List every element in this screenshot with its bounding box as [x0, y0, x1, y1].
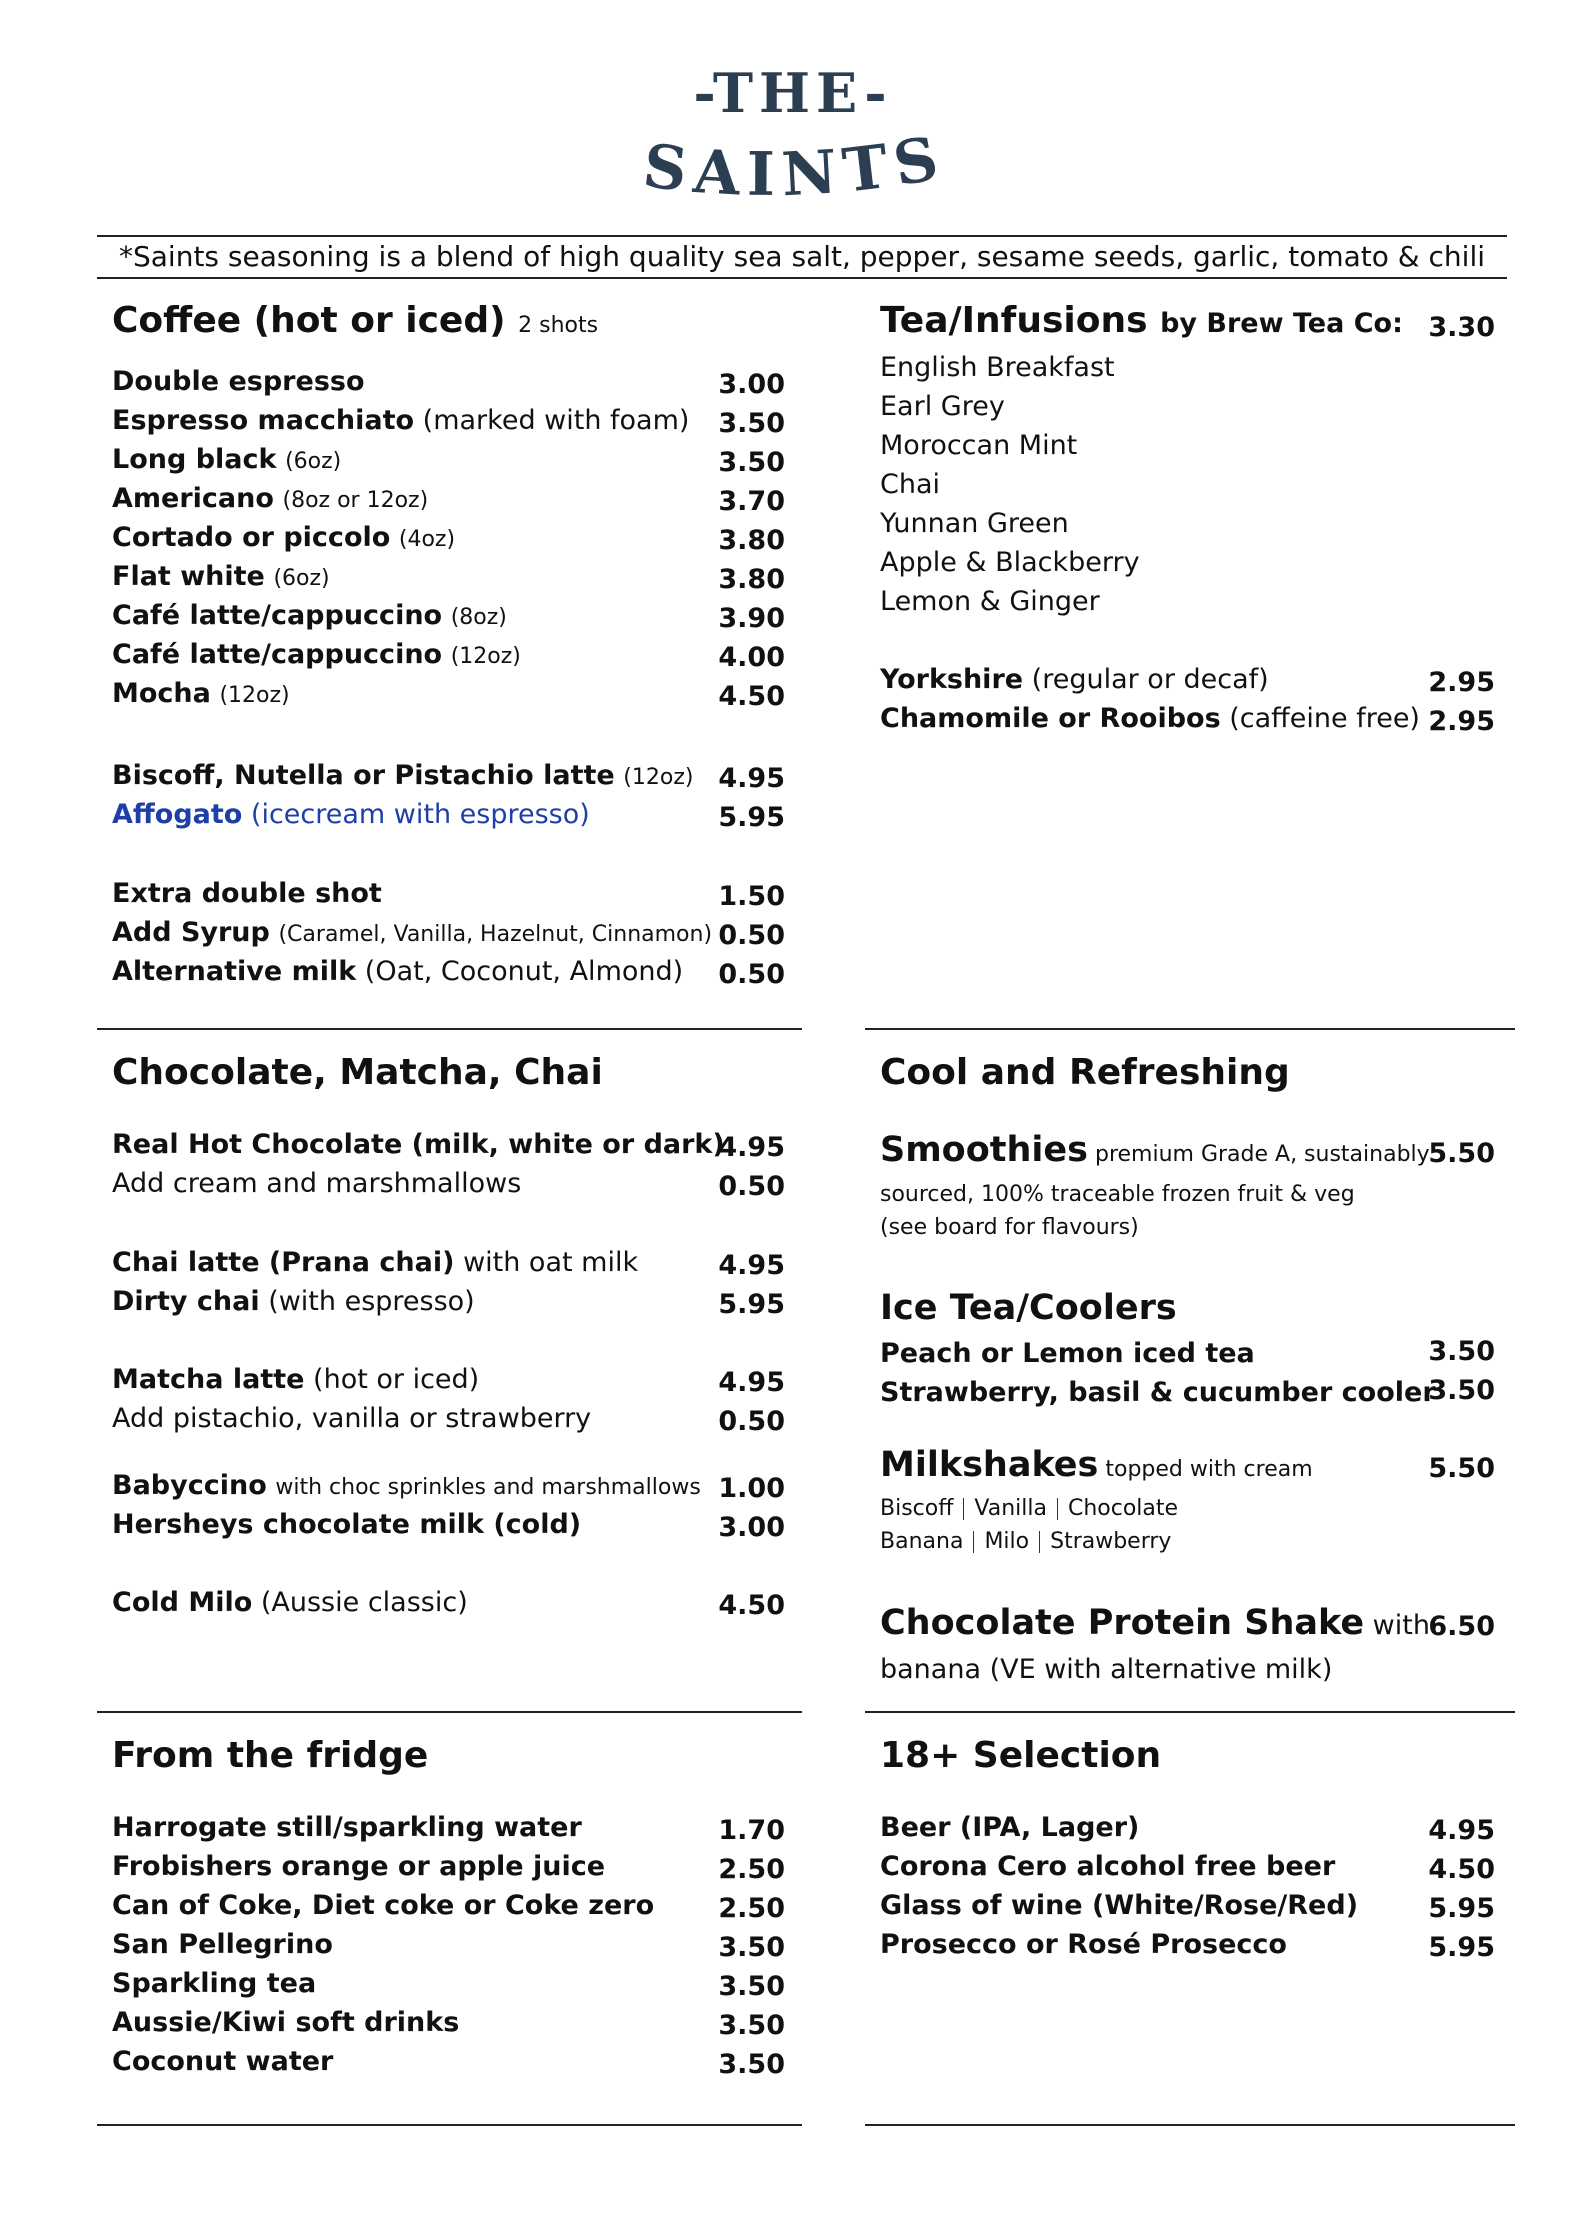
- smoothies-heading: Smoothies premium Grade A, sustainably: [880, 1130, 1430, 1170]
- adult-item: [880, 1888, 1358, 1924]
- smoothies-desc-2: sourced, 100% traceable frozen fruit & veg: [880, 1182, 1355, 1207]
- item-note: (Aussie classic): [260, 1587, 468, 1618]
- milkshakes-heading: Milkshakes topped with cream: [880, 1445, 1313, 1485]
- item-price: 2.95: [1428, 667, 1495, 698]
- rule-left-2: [97, 1711, 802, 1713]
- item-price: 3.90: [718, 603, 785, 634]
- smoothies-desc-3: (see board for flavours): [880, 1215, 1139, 1240]
- item-price: 0.50: [718, 1171, 785, 1202]
- milkshakes-flavours-row-1: Biscoff Vanilla Chocolate: [880, 1496, 1179, 1521]
- item-name: Café latte/cappuccino: [112, 600, 443, 631]
- milkshakes-price: 5.50: [1428, 1453, 1495, 1484]
- item-name: Beer (IPA, Lager): [880, 1812, 1140, 1843]
- coffee-item: [112, 637, 521, 675]
- item-price: 3.50: [718, 447, 785, 478]
- coffee-item: [112, 442, 341, 480]
- item-price: 4.00: [718, 642, 785, 673]
- icetea-item-1: Peach or Lemon iced tea: [880, 1338, 1255, 1369]
- rule-right-3: [865, 2124, 1515, 2126]
- item-price: 5.95: [1428, 1893, 1495, 1924]
- coffee-subtitle: 2 shots: [518, 313, 599, 338]
- fridge-item: [112, 2044, 333, 2080]
- item-note: (regular or decaf): [1031, 664, 1269, 695]
- tea-price: 3.30: [1428, 312, 1495, 343]
- item-name: Chamomile or Rooibos: [880, 703, 1221, 734]
- item-note: (hot or iced): [313, 1364, 480, 1395]
- tea-item: [880, 662, 1269, 698]
- cool-heading: Cool and Refreshing: [880, 1052, 1290, 1093]
- item-name: Long black: [112, 444, 277, 475]
- item-price: 3.50: [718, 1971, 785, 2002]
- item-price: 0.50: [718, 920, 785, 951]
- item-note: (Oat, Coconut, Almond): [364, 956, 684, 987]
- tea-flavour: Earl Grey: [880, 391, 1005, 422]
- item-price: 3.00: [718, 369, 785, 400]
- item-price: 1.70: [718, 1815, 785, 1846]
- item-price: 0.50: [718, 1406, 785, 1437]
- item-price: 4.95: [718, 1250, 785, 1281]
- tea-flavour: Moroccan Mint: [880, 430, 1078, 461]
- item-price: 2.50: [718, 1893, 785, 1924]
- item-price: 3.80: [718, 525, 785, 556]
- brand-logo: [0, 60, 1587, 200]
- item-name: Espresso macchiato: [112, 405, 415, 436]
- chocolate-item: [112, 1127, 725, 1163]
- rule-left-1: [97, 1028, 802, 1030]
- fridge-item: [112, 2005, 459, 2041]
- chocolate-item: [112, 1362, 479, 1398]
- item-price: 4.50: [718, 681, 785, 712]
- item-note: (with espresso): [268, 1286, 475, 1317]
- item-name: Glass of wine (White/Rose/Red): [880, 1890, 1359, 1921]
- icetea-item-2: Strawberry, basil & cucumber cooler: [880, 1377, 1436, 1408]
- item-price: 3.50: [718, 408, 785, 439]
- item-name: Chai latte (Prana chai): [112, 1247, 455, 1278]
- top-rule-2: [97, 277, 1507, 279]
- item-name: Harrogate still/sparkling water: [112, 1812, 582, 1843]
- item-name: San Pellegrino: [112, 1929, 333, 1960]
- protein-price: 6.50: [1428, 1611, 1495, 1642]
- smoothies-desc: premium Grade A, sustainably: [1094, 1142, 1430, 1167]
- logo-the: -THE-: [693, 61, 893, 125]
- item-price: 4.95: [718, 1132, 785, 1163]
- item-note: Add pistachio, vanilla or strawberry: [112, 1403, 592, 1434]
- protein-desc-2: banana (VE with alternative milk): [880, 1654, 1333, 1685]
- item-name: Prosecco or Rosé Prosecco: [880, 1929, 1287, 1960]
- item-name: Yorkshire: [880, 664, 1024, 695]
- item-name: Can of Coke, Diet coke or Coke zero: [112, 1890, 655, 1921]
- item-price: 1.00: [718, 1473, 785, 1504]
- item-note: (icecream with espresso): [250, 799, 590, 830]
- item-price: 4.50: [1428, 1854, 1495, 1885]
- coffee-special: [112, 797, 590, 833]
- coffee-item: [112, 403, 689, 439]
- item-name: Cortado or piccolo: [112, 522, 391, 553]
- item-price: 3.50: [718, 1932, 785, 1963]
- item-name: Café latte/cappuccino: [112, 639, 443, 670]
- item-name: Dirty chai: [112, 1286, 260, 1317]
- fridge-item: [112, 1810, 582, 1846]
- adult-item: [880, 1810, 1139, 1846]
- coffee-extra: [112, 954, 683, 990]
- item-note: (8oz or 12oz): [282, 488, 429, 513]
- item-price: 4.95: [718, 1367, 785, 1398]
- coffee-item: [112, 364, 365, 400]
- item-note: with choc sprinkles and marshmallows: [275, 1475, 701, 1500]
- coffee-extra: [112, 876, 382, 912]
- fridge-item: [112, 1849, 605, 1885]
- rule-right-2: [865, 1711, 1515, 1713]
- tea-supplier: by Brew Tea Co:: [1160, 308, 1403, 339]
- chocolate-item: [112, 1166, 521, 1202]
- chocolate-item: [112, 1401, 591, 1437]
- item-name: Cold Milo: [112, 1587, 253, 1618]
- milkshakes-flavours-row-2: Banana Milo Strawberry: [880, 1529, 1172, 1554]
- protein-heading: Chocolate Protein Shake with: [880, 1603, 1430, 1643]
- coffee-item: [112, 559, 330, 597]
- item-name: Real Hot Chocolate (milk, white or dark): [112, 1129, 725, 1160]
- tea-flavour: Chai: [880, 469, 941, 500]
- coffee-extra: [112, 915, 712, 953]
- item-name: Babyccino: [112, 1470, 267, 1501]
- chocolate-item: [112, 1245, 638, 1281]
- item-name: Double espresso: [112, 366, 365, 397]
- item-name: Aussie/Kiwi soft drinks: [112, 2007, 460, 2038]
- item-name: Sparkling tea: [112, 1968, 317, 1999]
- item-price: 5.95: [1428, 1932, 1495, 1963]
- coffee-item: [112, 676, 290, 714]
- item-name: Frobishers orange or apple juice: [112, 1851, 606, 1882]
- icetea-heading: Ice Tea/Coolers: [880, 1288, 1177, 1328]
- item-price: 3.00: [718, 1512, 785, 1543]
- item-note: (6oz): [285, 449, 342, 474]
- item-note: (Caramel, Vanilla, Hazelnut, Cinnamon): [278, 922, 713, 947]
- smoothies-price: 5.50: [1428, 1138, 1495, 1169]
- item-note: (marked with foam): [422, 405, 690, 436]
- tea-flavour: Yunnan Green: [880, 508, 1069, 539]
- item-name: Extra double shot: [112, 878, 382, 909]
- top-rule: [97, 235, 1507, 237]
- rule-right-1: [865, 1028, 1515, 1030]
- item-note: (8oz): [450, 605, 507, 630]
- icetea-price-2: 3.50: [1428, 1375, 1495, 1406]
- chocolate-item: [112, 1507, 581, 1543]
- adult-item: [880, 1849, 1335, 1885]
- item-note: with oat milk: [463, 1247, 639, 1278]
- item-name: Biscoff, Nutella or Pistachio latte: [112, 760, 615, 791]
- tea-flavour: English Breakfast: [880, 352, 1115, 383]
- item-name: Alternative milk: [112, 956, 357, 987]
- chocolate-item: [112, 1585, 468, 1621]
- fridge-item: [112, 1927, 333, 1963]
- chocolate-heading: Chocolate, Matcha, Chai: [112, 1052, 603, 1093]
- coffee-item: [112, 481, 428, 519]
- item-note: (12oz): [450, 644, 521, 669]
- tea-flavour: Apple & Blackberry: [880, 547, 1140, 578]
- item-note: Add cream and marshmallows: [112, 1168, 522, 1199]
- coffee-item: [112, 598, 507, 636]
- tea-flavour: Lemon & Ginger: [880, 586, 1100, 617]
- item-price: 1.50: [718, 881, 785, 912]
- seasoning-note: *Saints seasoning is a blend of high quality sea salt, pepper, sesame seeds, garlic, tomato & chili: [119, 240, 1485, 273]
- adult-heading: 18+ Selection: [880, 1735, 1162, 1776]
- coffee-item: [112, 520, 455, 558]
- item-name: Flat white: [112, 561, 265, 592]
- adult-item: [880, 1927, 1287, 1963]
- item-note: (12oz): [623, 765, 694, 790]
- item-price: 2.95: [1428, 706, 1495, 737]
- milkshakes-desc: topped with cream: [1105, 1457, 1313, 1482]
- coffee-heading: Coffee (hot or iced) 2 shots: [112, 300, 599, 341]
- rule-left-3: [97, 2124, 802, 2126]
- item-name: Corona Cero alcohol free beer: [880, 1851, 1336, 1882]
- protein-desc: with: [1372, 1610, 1430, 1641]
- item-note: (4oz): [398, 527, 456, 552]
- fridge-item: [112, 1888, 654, 1924]
- logo-saints: SAINTS: [639, 122, 952, 200]
- item-name: Matcha latte: [112, 1364, 305, 1395]
- fridge-heading: From the fridge: [112, 1735, 429, 1776]
- item-note: (caffeine free): [1229, 703, 1420, 734]
- chocolate-item: [112, 1284, 475, 1320]
- item-price: 3.70: [718, 486, 785, 517]
- item-name: Coconut water: [112, 2046, 334, 2077]
- tea-item: [880, 701, 1420, 737]
- item-note: (6oz): [273, 566, 330, 591]
- fridge-item: [112, 1966, 316, 2002]
- item-name: Mocha: [112, 678, 211, 709]
- item-price: 4.95: [718, 763, 785, 794]
- item-name: Affogato: [112, 799, 243, 830]
- item-name: Add Syrup: [112, 917, 270, 948]
- item-price: 4.95: [1428, 1815, 1495, 1846]
- item-price: 5.95: [718, 802, 785, 833]
- item-price: 5.95: [718, 1289, 785, 1320]
- item-note: (12oz): [219, 683, 290, 708]
- item-name: Hersheys chocolate milk (cold): [112, 1509, 582, 1540]
- item-price: 3.50: [718, 2010, 785, 2041]
- item-price: 0.50: [718, 959, 785, 990]
- icetea-price-1: 3.50: [1428, 1336, 1495, 1367]
- item-name: Americano: [112, 483, 274, 514]
- coffee-special: [112, 758, 693, 796]
- item-price: 4.50: [718, 1590, 785, 1621]
- chocolate-item: [112, 1468, 701, 1506]
- item-price: 2.50: [718, 1854, 785, 1885]
- item-price: 3.50: [718, 2049, 785, 2080]
- tea-heading: Tea/Infusions by Brew Tea Co:: [880, 300, 1403, 341]
- item-price: 3.80: [718, 564, 785, 595]
